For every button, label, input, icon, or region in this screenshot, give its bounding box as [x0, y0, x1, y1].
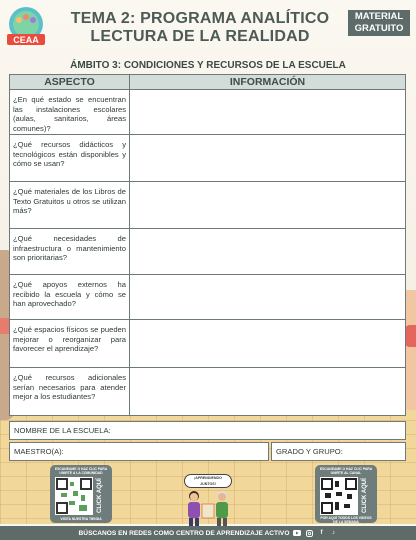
- instagram-icon[interactable]: [305, 529, 313, 537]
- school-name-field[interactable]: [9, 421, 406, 440]
- information-answer-cell[interactable]: [130, 182, 405, 228]
- store-caption: VISITA NUESTRA TIENDA: [60, 517, 102, 521]
- aspect-question: ¿Qué necesidades de infraestructura o mantenimiento son prioritarias?: [10, 229, 130, 274]
- aspect-question: ¿En qué estado se encuentran las instalaciones escolares (aulas, sanitarios, áreas comunes)?: [10, 90, 130, 134]
- brand-logo: [4, 4, 48, 48]
- table-row: [10, 229, 405, 275]
- grade-group-field[interactable]: [271, 442, 406, 461]
- table-row: [10, 275, 405, 320]
- aspect-question: ¿Qué apoyos externos ha recibido la escuela y cómo se han aprovechado?: [10, 275, 130, 319]
- page-title: [60, 10, 340, 46]
- school-name-label: NOMBRE DE LA ESCUELA:: [14, 426, 111, 435]
- youtube-icon[interactable]: [293, 529, 301, 537]
- click-here-label[interactable]: CLICK AQUÍ: [97, 478, 103, 513]
- information-answer-cell[interactable]: [130, 368, 405, 415]
- title-line-2: LECTURA DE LA REALIDAD: [90, 28, 310, 45]
- title-line-1: TEMA 2: PROGRAMA ANALÍTICO: [70, 10, 330, 27]
- table-row: [10, 368, 405, 415]
- table-row: [10, 182, 405, 229]
- teachers-illustration: [180, 488, 238, 526]
- teacher-field[interactable]: [9, 442, 269, 461]
- community-qr-caption: ESCANEAME O HAZ CLIC PARA UNIRTE A LA COMUNIDAD: [54, 467, 108, 475]
- information-answer-cell[interactable]: [130, 90, 405, 134]
- column-header-aspect: ASPECTO: [10, 75, 130, 89]
- column-header-information: INFORMACIÓN: [229, 76, 306, 88]
- community-qr-code[interactable]: [55, 477, 93, 515]
- aspect-question: ¿Qué recursos adicionales serían necesarios para atender mejor a los estudiantes?: [10, 368, 130, 415]
- videos-caption: POR AQUÍ TODOS LOS VIDEOS DE LA SEMANA: [320, 516, 372, 524]
- information-answer-cell[interactable]: [130, 135, 405, 181]
- channel-qr-card[interactable]: [315, 465, 377, 523]
- badge-line-1: MATERIAL: [354, 11, 404, 22]
- bubble-line-2: JUNTOS!: [200, 481, 216, 486]
- aspect-question: ¿Qué espacios físicos se pueden mejorar o reorganizar para favorecer el aprendizaje?: [10, 320, 130, 367]
- table-row: [10, 90, 405, 135]
- table-row: [10, 320, 405, 368]
- speech-bubble: [184, 474, 232, 488]
- free-material-badge: [348, 10, 410, 36]
- facebook-icon[interactable]: f: [320, 530, 323, 536]
- table-header: [10, 75, 405, 90]
- information-answer-cell[interactable]: [130, 229, 405, 274]
- teacher-label: MAESTRO(A):: [14, 447, 64, 456]
- click-here-label[interactable]: CLICK AQUÍ: [362, 478, 368, 513]
- information-answer-cell[interactable]: [130, 275, 405, 319]
- table-row: [10, 135, 405, 182]
- logo-text: CEAA: [13, 35, 39, 45]
- bubble-line-1: ¡APRENDIENDO: [194, 476, 222, 480]
- conditions-table: [9, 74, 406, 416]
- tiktok-icon[interactable]: ♪: [331, 530, 335, 536]
- aspect-question: ¿Qué materiales de los Libros de Texto Gratuitos u otros se utilizan más?: [10, 182, 130, 228]
- aspect-question: ¿Qué recursos didácticos y tecnológicos están disponibles y cómo se usan?: [10, 135, 130, 181]
- channel-qr-code[interactable]: [320, 477, 358, 515]
- footer-text: BÚSCANOS EN REDES COMO CENTRO DE APRENDIZAJE ACTIVO: [78, 529, 290, 537]
- social-footer: [0, 526, 416, 540]
- information-answer-cell[interactable]: [130, 320, 405, 367]
- channel-qr-caption: ESCANEAME O HAZ CLIC PARA UNIRTE AL CANAL: [319, 467, 373, 475]
- grade-group-label: GRADO Y GRUPO:: [276, 447, 343, 456]
- badge-line-2: GRATUITO: [354, 23, 404, 34]
- community-qr-card[interactable]: [50, 465, 112, 523]
- section-subtitle: ÁMBITO 3: CONDICIONES Y RECURSOS DE LA ESCUELA: [70, 60, 346, 71]
